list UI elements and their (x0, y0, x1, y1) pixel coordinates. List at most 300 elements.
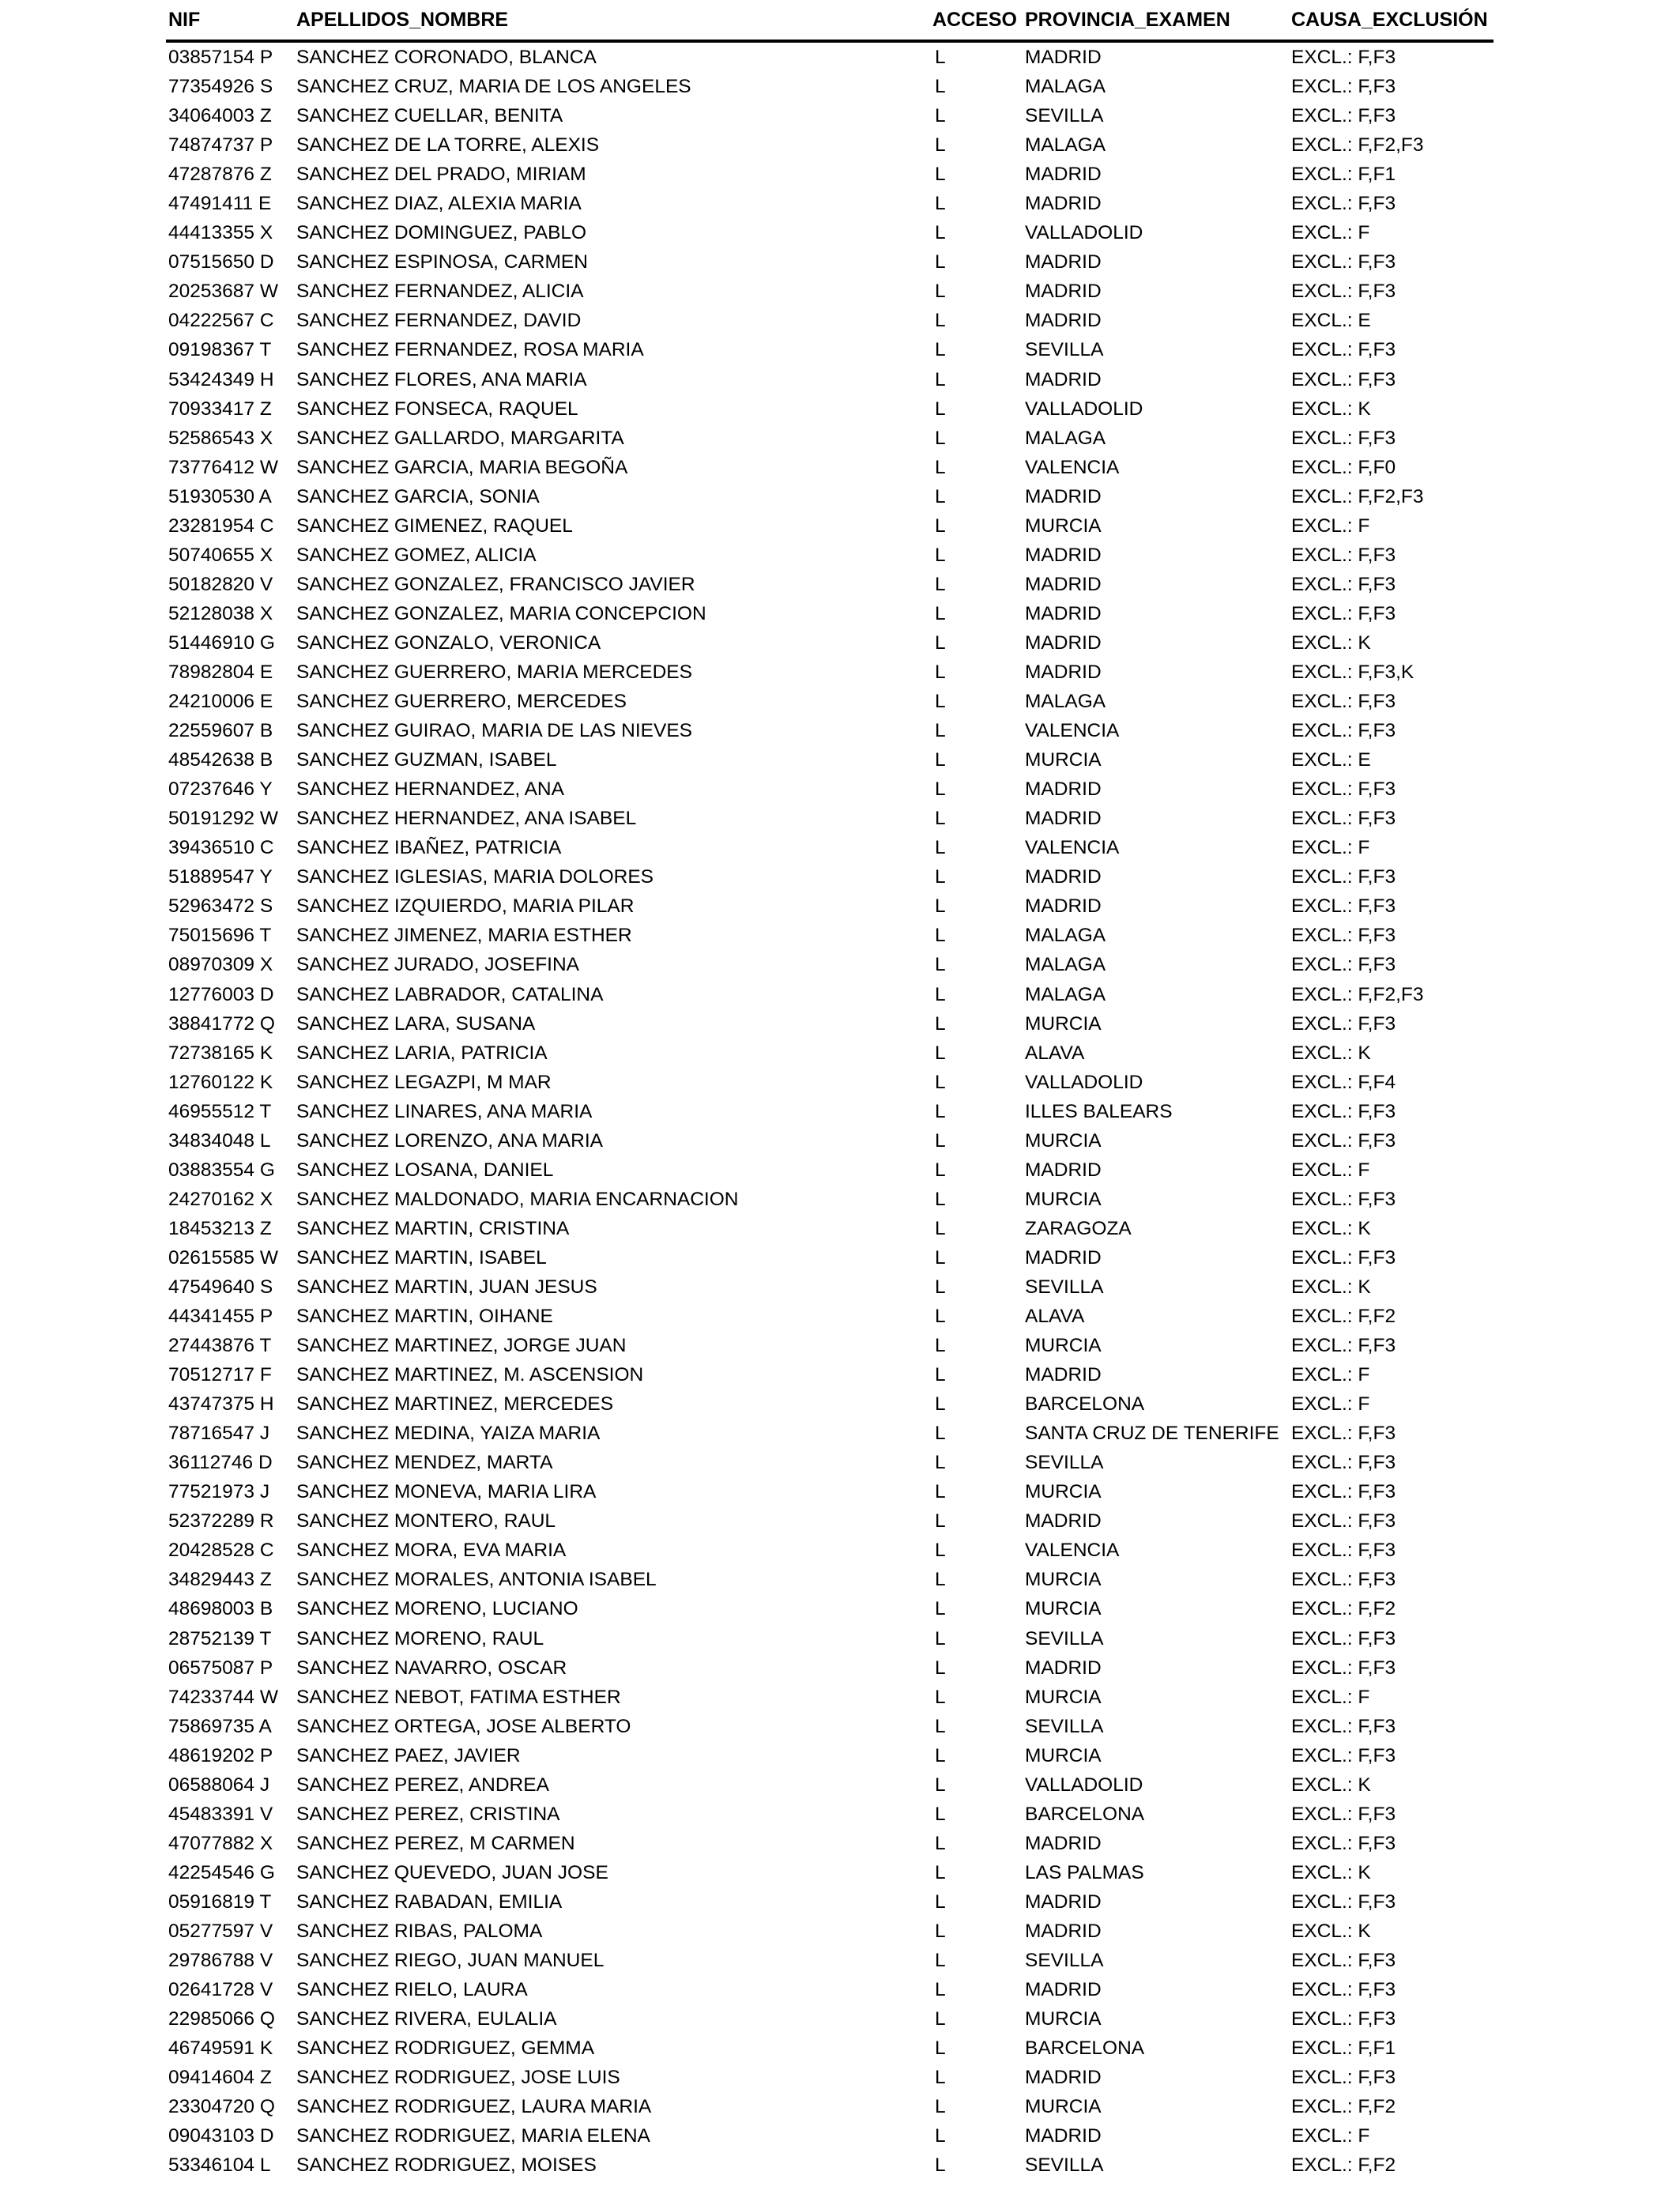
cell-acceso: L (935, 76, 946, 98)
cell-apellidos-nombre: SANCHEZ IBAÑEZ, PATRICIA (296, 837, 562, 859)
cell-provincia-examen: MURCIA (1025, 2008, 1102, 2030)
cell-causa-exclusion: EXCL.: F,F3 (1291, 1569, 1396, 1591)
cell-causa-exclusion: EXCL.: F,F3 (1291, 76, 1396, 98)
table-row (166, 1712, 1494, 1741)
cell-provincia-examen: MALAGA (1025, 76, 1106, 98)
cell-nif: 51446910 G (168, 631, 275, 654)
cell-causa-exclusion: EXCL.: F,F3 (1291, 1979, 1396, 2001)
cell-acceso: L (935, 515, 946, 537)
cell-acceso: L (935, 1129, 946, 1152)
cell-causa-exclusion: EXCL.: F,F3 (1291, 720, 1396, 742)
cell-acceso: L (935, 398, 946, 420)
cell-provincia-examen: MADRID (1025, 1921, 1102, 1942)
table-row (166, 599, 1494, 628)
cell-acceso: L (935, 1891, 946, 1913)
cell-acceso: L (935, 1510, 946, 1532)
cell-provincia-examen: MADRID (1025, 1891, 1102, 1913)
cell-apellidos-nombre: SANCHEZ MONTERO, RAUL (296, 1510, 556, 1532)
cell-causa-exclusion: EXCL.: F,F3 (1291, 925, 1396, 947)
cell-nif: 20428528 C (168, 1540, 274, 1562)
cell-nif: 06575087 P (168, 1657, 273, 1679)
cell-nif: 70933417 Z (168, 398, 272, 420)
table-row (166, 1214, 1494, 1243)
cell-causa-exclusion: EXCL.: F,F3 (1291, 1246, 1396, 1269)
cell-provincia-examen: ZARAGOZA (1025, 1217, 1132, 1239)
cell-acceso: L (935, 2096, 946, 2118)
cell-causa-exclusion: EXCL.: F,F1 (1291, 164, 1396, 186)
cell-provincia-examen: VALLADOLID (1025, 1071, 1143, 1093)
cell-apellidos-nombre: SANCHEZ IGLESIAS, MARIA DOLORES (296, 866, 654, 888)
cell-acceso: L (935, 1335, 946, 1357)
cell-nif: 04222567 C (168, 310, 274, 332)
cell-provincia-examen: MADRID (1025, 808, 1102, 830)
cell-apellidos-nombre: SANCHEZ MARTIN, ISABEL (296, 1246, 547, 1269)
cell-causa-exclusion: EXCL.: F,F3 (1291, 1510, 1396, 1532)
cell-provincia-examen: MADRID (1025, 602, 1102, 624)
cell-provincia-examen: BARCELONA (1025, 1393, 1145, 1416)
cell-provincia-examen: ALAVA (1025, 1306, 1085, 1328)
table-row (166, 1829, 1494, 1858)
cell-provincia-examen: MADRID (1025, 573, 1102, 595)
cell-provincia-examen: SANTA CRUZ DE TENERIFE (1025, 1423, 1279, 1445)
cell-nif: 75015696 T (168, 925, 272, 947)
cell-acceso: L (935, 1306, 946, 1328)
cell-nif: 07515650 D (168, 251, 274, 273)
cell-apellidos-nombre: SANCHEZ RODRIGUEZ, LAURA MARIA (296, 2096, 652, 2118)
table-row (166, 892, 1494, 921)
cell-apellidos-nombre: SANCHEZ GARCIA, SONIA (296, 485, 540, 507)
table-row (166, 1068, 1494, 1097)
cell-apellidos-nombre: SANCHEZ GONZALEZ, FRANCISCO JAVIER (296, 573, 695, 595)
cell-causa-exclusion: EXCL.: F (1291, 1393, 1370, 1416)
cell-nif: 73776412 W (168, 456, 278, 478)
cell-acceso: L (935, 1832, 946, 1854)
cell-causa-exclusion: EXCL.: F,F3 (1291, 1744, 1396, 1766)
cell-provincia-examen: MURCIA (1025, 515, 1102, 537)
cell-provincia-examen: MURCIA (1025, 1569, 1102, 1591)
cell-acceso: L (935, 2038, 946, 2060)
cell-nif: 48542638 B (168, 749, 273, 771)
table-row (166, 2121, 1494, 2151)
table-row (166, 43, 1494, 72)
cell-provincia-examen: VALLADOLID (1025, 398, 1143, 420)
cell-provincia-examen: MALAGA (1025, 954, 1106, 976)
cell-causa-exclusion: EXCL.: F,F3 (1291, 602, 1396, 624)
table-row (166, 218, 1494, 247)
cell-causa-exclusion: EXCL.: F,F2 (1291, 2154, 1396, 2177)
cell-causa-exclusion: EXCL.: F,F3 (1291, 427, 1396, 449)
cell-provincia-examen: BARCELONA (1025, 2038, 1145, 2060)
cell-apellidos-nombre: SANCHEZ ORTEGA, JOSE ALBERTO (296, 1715, 631, 1737)
cell-provincia-examen: SEVILLA (1025, 1627, 1104, 1649)
cell-nif: 77354926 S (168, 76, 273, 98)
table-row (166, 1683, 1494, 1712)
cell-nif: 06588064 J (168, 1774, 270, 1796)
cell-provincia-examen: MADRID (1025, 895, 1102, 918)
cell-causa-exclusion: EXCL.: F,F3 (1291, 193, 1396, 215)
cell-provincia-examen: MALAGA (1025, 427, 1106, 449)
cell-causa-exclusion: EXCL.: F,F3 (1291, 573, 1396, 595)
cell-causa-exclusion: EXCL.: F,F3 (1291, 368, 1396, 390)
cell-acceso: L (935, 105, 946, 127)
table-row (166, 365, 1494, 394)
cell-acceso: L (935, 1598, 946, 1620)
cell-acceso: L (935, 1452, 946, 1474)
cell-nif: 44413355 X (168, 222, 273, 244)
cell-apellidos-nombre: SANCHEZ FERNANDEZ, ALICIA (296, 281, 584, 303)
cell-provincia-examen: SEVILLA (1025, 339, 1104, 361)
cell-acceso: L (935, 749, 946, 771)
cell-provincia-examen: VALLADOLID (1025, 1774, 1143, 1796)
table-row (166, 1946, 1494, 1975)
cell-apellidos-nombre: SANCHEZ GONZALO, VERONICA (296, 631, 601, 654)
cell-causa-exclusion: EXCL.: K (1291, 1774, 1371, 1796)
cell-causa-exclusion: EXCL.: F,F3 (1291, 895, 1396, 918)
cell-causa-exclusion: EXCL.: F,F3 (1291, 808, 1396, 830)
table-row (166, 541, 1494, 570)
cell-nif: 05277597 V (168, 1921, 273, 1942)
table-row (166, 1741, 1494, 1770)
cell-nif: 47287876 Z (168, 164, 272, 186)
cell-nif: 72738165 K (168, 1042, 273, 1064)
cell-provincia-examen: SEVILLA (1025, 1715, 1104, 1737)
cell-provincia-examen: SEVILLA (1025, 2154, 1104, 2177)
cell-apellidos-nombre: SANCHEZ MEDINA, YAIZA MARIA (296, 1423, 601, 1445)
cell-acceso: L (935, 1071, 946, 1093)
header-nif: NIF (168, 9, 201, 31)
cell-causa-exclusion: EXCL.: F,F3 (1291, 1627, 1396, 1649)
cell-provincia-examen: MADRID (1025, 1832, 1102, 1854)
cell-apellidos-nombre: SANCHEZ RABADAN, EMILIA (296, 1891, 563, 1913)
cell-provincia-examen: MADRID (1025, 661, 1102, 683)
cell-apellidos-nombre: SANCHEZ IZQUIERDO, MARIA PILAR (296, 895, 635, 918)
cell-acceso: L (935, 1627, 946, 1649)
cell-nif: 24270162 X (168, 1188, 273, 1210)
cell-nif: 22559607 B (168, 720, 273, 742)
cell-apellidos-nombre: SANCHEZ GONZALEZ, MARIA CONCEPCION (296, 602, 706, 624)
cell-acceso: L (935, 1100, 946, 1122)
table-row (166, 1039, 1494, 1068)
cell-causa-exclusion: EXCL.: F,F3 (1291, 251, 1396, 273)
cell-apellidos-nombre: SANCHEZ RIVERA, EULALIA (296, 2008, 557, 2030)
table-row (166, 1126, 1494, 1155)
cell-nif: 74233744 W (168, 1686, 278, 1708)
cell-nif: 52128038 X (168, 602, 273, 624)
cell-nif: 03857154 P (168, 47, 273, 68)
cell-acceso: L (935, 925, 946, 947)
cell-apellidos-nombre: SANCHEZ MONEVA, MARIA LIRA (296, 1481, 597, 1503)
cell-apellidos-nombre: SANCHEZ RIBAS, PALOMA (296, 1921, 543, 1942)
cell-causa-exclusion: EXCL.: F,F3 (1291, 2008, 1396, 2030)
cell-provincia-examen: MURCIA (1025, 2096, 1102, 2118)
cell-apellidos-nombre: SANCHEZ PAEZ, JAVIER (296, 1744, 521, 1766)
cell-provincia-examen: MURCIA (1025, 1188, 1102, 1210)
cell-provincia-examen: MALAGA (1025, 134, 1106, 156)
cell-nif: 34834048 L (168, 1129, 271, 1152)
cell-provincia-examen: SEVILLA (1025, 1452, 1104, 1474)
cell-apellidos-nombre: SANCHEZ LARIA, PATRICIA (296, 1042, 548, 1064)
cell-nif: 28752139 T (168, 1627, 272, 1649)
cell-causa-exclusion: EXCL.: F,F2 (1291, 1306, 1396, 1328)
cell-apellidos-nombre: SANCHEZ LOSANA, DANIEL (296, 1159, 554, 1181)
cell-nif: 53346104 L (168, 2154, 271, 2177)
cell-acceso: L (935, 427, 946, 449)
table-row (166, 833, 1494, 862)
cell-apellidos-nombre: SANCHEZ GALLARDO, MARGARITA (296, 427, 624, 449)
cell-nif: 70512717 F (168, 1364, 272, 1386)
cell-provincia-examen: SEVILLA (1025, 1950, 1104, 1972)
cell-nif: 38841772 Q (168, 1012, 275, 1035)
cell-provincia-examen: MADRID (1025, 2067, 1102, 2089)
cell-causa-exclusion: EXCL.: F,F3 (1291, 1012, 1396, 1035)
cell-acceso: L (935, 310, 946, 332)
cell-causa-exclusion: EXCL.: F,F3 (1291, 778, 1396, 801)
cell-acceso: L (935, 573, 946, 595)
table-row (166, 453, 1494, 482)
cell-nif: 51889547 Y (168, 866, 273, 888)
cell-nif: 27443876 T (168, 1335, 272, 1357)
cell-apellidos-nombre: SANCHEZ GUERRERO, MERCEDES (296, 691, 627, 713)
cell-causa-exclusion: EXCL.: F,F2 (1291, 2096, 1396, 2118)
cell-causa-exclusion: EXCL.: F,F3 (1291, 1481, 1396, 1503)
cell-apellidos-nombre: SANCHEZ DOMINGUEZ, PABLO (296, 222, 587, 244)
cell-acceso: L (935, 2154, 946, 2177)
table-row (166, 2063, 1494, 2092)
cell-causa-exclusion: EXCL.: F,F3 (1291, 1540, 1396, 1562)
cell-apellidos-nombre: SANCHEZ FERNANDEZ, DAVID (296, 310, 582, 332)
cell-apellidos-nombre: SANCHEZ MORENO, LUCIANO (296, 1598, 578, 1620)
cell-apellidos-nombre: SANCHEZ MALDONADO, MARIA ENCARNACION (296, 1188, 739, 1210)
cell-causa-exclusion: EXCL.: F,F3 (1291, 1715, 1396, 1737)
cell-provincia-examen: VALENCIA (1025, 837, 1120, 859)
cell-apellidos-nombre: SANCHEZ MENDEZ, MARTA (296, 1452, 553, 1474)
table-row (166, 716, 1494, 745)
cell-acceso: L (935, 251, 946, 273)
cell-nif: 09414604 Z (168, 2067, 272, 2089)
table-row (166, 1917, 1494, 1946)
table-row (166, 775, 1494, 804)
cell-provincia-examen: MADRID (1025, 544, 1102, 566)
cell-acceso: L (935, 954, 946, 976)
cell-provincia-examen: MURCIA (1025, 1598, 1102, 1620)
cell-causa-exclusion: EXCL.: F (1291, 1159, 1370, 1181)
cell-acceso: L (935, 866, 946, 888)
table-row (166, 1624, 1494, 1653)
cell-provincia-examen: SEVILLA (1025, 105, 1104, 127)
table-row (166, 980, 1494, 1009)
cell-provincia-examen: MADRID (1025, 368, 1102, 390)
cell-apellidos-nombre: SANCHEZ PEREZ, CRISTINA (296, 1803, 560, 1825)
header-acceso: ACCESO (932, 9, 1017, 31)
cell-causa-exclusion: EXCL.: F,F3 (1291, 339, 1396, 361)
cell-provincia-examen: MADRID (1025, 251, 1102, 273)
cell-nif: 47077882 X (168, 1832, 273, 1854)
cell-nif: 50740655 X (168, 544, 273, 566)
cell-apellidos-nombre: SANCHEZ RODRIGUEZ, JOSE LUIS (296, 2067, 620, 2089)
cell-acceso: L (935, 661, 946, 683)
cell-provincia-examen: MADRID (1025, 1979, 1102, 2001)
cell-causa-exclusion: EXCL.: F,F3 (1291, 105, 1396, 127)
cell-provincia-examen: MURCIA (1025, 1481, 1102, 1503)
cell-acceso: L (935, 1423, 946, 1445)
table-row (166, 1389, 1494, 1419)
cell-apellidos-nombre: SANCHEZ JURADO, JOSEFINA (296, 954, 580, 976)
cell-causa-exclusion: EXCL.: F,F3 (1291, 1129, 1396, 1152)
cell-nif: 18453213 Z (168, 1217, 272, 1239)
cell-nif: 46749591 K (168, 2038, 273, 2060)
cell-causa-exclusion: EXCL.: F,F3 (1291, 691, 1396, 713)
cell-acceso: L (935, 544, 946, 566)
cell-provincia-examen: MURCIA (1025, 1129, 1102, 1152)
cell-apellidos-nombre: SANCHEZ HERNANDEZ, ANA ISABEL (296, 808, 637, 830)
table-row (166, 1800, 1494, 1829)
cell-acceso: L (935, 222, 946, 244)
cell-causa-exclusion: EXCL.: K (1291, 1921, 1371, 1942)
cell-causa-exclusion: EXCL.: F,F3 (1291, 1950, 1396, 1972)
table-row (166, 72, 1494, 101)
table-row (166, 277, 1494, 306)
table-row (166, 424, 1494, 453)
cell-acceso: L (935, 368, 946, 390)
header-apellidos-nombre: APELLIDOS_NOMBRE (296, 9, 509, 31)
cell-acceso: L (935, 602, 946, 624)
cell-causa-exclusion: EXCL.: E (1291, 749, 1371, 771)
table-row (166, 1506, 1494, 1536)
cell-provincia-examen: VALENCIA (1025, 720, 1120, 742)
table-row (166, 511, 1494, 541)
cell-provincia-examen: MADRID (1025, 310, 1102, 332)
table-row (166, 1565, 1494, 1594)
table-row (166, 1477, 1494, 1506)
cell-apellidos-nombre: SANCHEZ FERNANDEZ, ROSA MARIA (296, 339, 644, 361)
table-row (166, 1858, 1494, 1887)
cell-provincia-examen: MALAGA (1025, 925, 1106, 947)
cell-nif: 39436510 C (168, 837, 274, 859)
cell-nif: 22985066 Q (168, 2008, 275, 2030)
cell-apellidos-nombre: SANCHEZ CORONADO, BLANCA (296, 47, 597, 68)
cell-causa-exclusion: EXCL.: F,F3 (1291, 1657, 1396, 1679)
cell-provincia-examen: MURCIA (1025, 1335, 1102, 1357)
cell-provincia-examen: MURCIA (1025, 749, 1102, 771)
cell-causa-exclusion: EXCL.: F,F4 (1291, 1071, 1396, 1093)
table-row (166, 1419, 1494, 1448)
cell-nif: 34829443 Z (168, 1569, 272, 1591)
cell-acceso: L (935, 1217, 946, 1239)
table-row (166, 1360, 1494, 1389)
table-body (166, 43, 1494, 2180)
table-row (166, 2004, 1494, 2034)
table-row (166, 804, 1494, 833)
cell-acceso: L (935, 1042, 946, 1064)
cell-causa-exclusion: EXCL.: F,F3 (1291, 1803, 1396, 1825)
cell-apellidos-nombre: SANCHEZ RODRIGUEZ, GEMMA (296, 2038, 595, 2060)
cell-acceso: L (935, 1481, 946, 1503)
cell-nif: 03883554 G (168, 1159, 275, 1181)
cell-acceso: L (935, 1540, 946, 1562)
cell-provincia-examen: MADRID (1025, 1364, 1102, 1386)
cell-acceso: L (935, 1569, 946, 1591)
cell-provincia-examen: MADRID (1025, 631, 1102, 654)
table-row (166, 160, 1494, 189)
cell-apellidos-nombre: SANCHEZ GUERRERO, MARIA MERCEDES (296, 661, 692, 683)
cell-apellidos-nombre: SANCHEZ PEREZ, M CARMEN (296, 1832, 575, 1854)
cell-acceso: L (935, 47, 946, 68)
cell-nif: 24210006 E (168, 691, 273, 713)
cell-nif: 75869735 A (168, 1715, 272, 1737)
table-row (166, 335, 1494, 364)
table-row (166, 1272, 1494, 1302)
cell-nif: 29786788 V (168, 1950, 273, 1972)
cell-apellidos-nombre: SANCHEZ LARA, SUSANA (296, 1012, 536, 1035)
cell-acceso: L (935, 837, 946, 859)
table-header (166, 6, 1494, 43)
cell-nif: 50191292 W (168, 808, 278, 830)
cell-apellidos-nombre: SANCHEZ FLORES, ANA MARIA (296, 368, 587, 390)
cell-causa-exclusion: EXCL.: F,F3 (1291, 1423, 1396, 1445)
cell-nif: 23304720 Q (168, 2096, 275, 2118)
cell-causa-exclusion: EXCL.: F,F2 (1291, 1598, 1396, 1620)
cell-nif: 74874737 P (168, 134, 273, 156)
cell-acceso: L (935, 1159, 946, 1181)
cell-apellidos-nombre: SANCHEZ LABRADOR, CATALINA (296, 983, 604, 1005)
cell-acceso: L (935, 1657, 946, 1679)
table-row (166, 1975, 1494, 2004)
cell-acceso: L (935, 983, 946, 1005)
cell-nif: 77521973 J (168, 1481, 270, 1503)
cell-apellidos-nombre: SANCHEZ GOMEZ, ALICIA (296, 544, 537, 566)
cell-causa-exclusion: EXCL.: F,F3 (1291, 1100, 1396, 1122)
cell-nif: 48619202 P (168, 1744, 273, 1766)
cell-nif: 78982804 E (168, 661, 273, 683)
cell-provincia-examen: MURCIA (1025, 1686, 1102, 1708)
table-row (166, 1448, 1494, 1477)
cell-nif: 34064003 Z (168, 105, 272, 127)
cell-provincia-examen: VALENCIA (1025, 1540, 1120, 1562)
cell-provincia-examen: BARCELONA (1025, 1803, 1145, 1825)
cell-acceso: L (935, 778, 946, 801)
cell-nif: 43747375 H (168, 1393, 274, 1416)
table-row (166, 306, 1494, 335)
cell-acceso: L (935, 1950, 946, 1972)
table-row (166, 1155, 1494, 1185)
cell-apellidos-nombre: SANCHEZ DEL PRADO, MIRIAM (296, 164, 586, 186)
cell-provincia-examen: VALLADOLID (1025, 222, 1143, 244)
cell-causa-exclusion: EXCL.: E (1291, 310, 1371, 332)
cell-apellidos-nombre: SANCHEZ LORENZO, ANA MARIA (296, 1129, 603, 1152)
cell-apellidos-nombre: SANCHEZ PEREZ, ANDREA (296, 1774, 549, 1796)
cell-acceso: L (935, 193, 946, 215)
cell-causa-exclusion: EXCL.: K (1291, 1861, 1371, 1883)
table-row (166, 482, 1494, 511)
cell-nif: 09198367 T (168, 339, 272, 361)
cell-causa-exclusion: EXCL.: K (1291, 1042, 1371, 1064)
cell-apellidos-nombre: SANCHEZ MARTINEZ, JORGE JUAN (296, 1335, 627, 1357)
table-row (166, 1536, 1494, 1565)
cell-nif: 08970309 X (168, 954, 273, 976)
table-row (166, 1243, 1494, 1272)
cell-nif: 52372289 R (168, 1510, 274, 1532)
cell-causa-exclusion: EXCL.: F,F0 (1291, 456, 1396, 478)
cell-acceso: L (935, 1921, 946, 1942)
table-row (166, 658, 1494, 687)
cell-provincia-examen: MALAGA (1025, 983, 1106, 1005)
cell-causa-exclusion: EXCL.: K (1291, 1217, 1371, 1239)
cell-causa-exclusion: EXCL.: F,F2,F3 (1291, 485, 1424, 507)
cell-causa-exclusion: EXCL.: K (1291, 1276, 1371, 1298)
cell-provincia-examen: MADRID (1025, 778, 1102, 801)
cell-nif: 42254546 G (168, 1861, 275, 1883)
cell-acceso: L (935, 1276, 946, 1298)
